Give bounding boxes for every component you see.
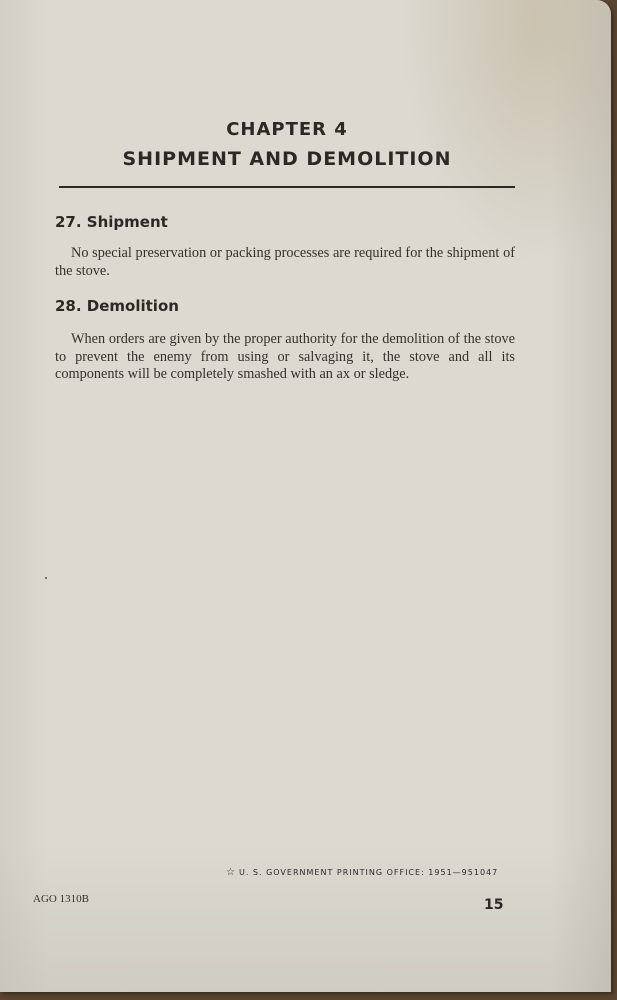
page-number: 15 [484, 897, 504, 913]
title-divider [59, 186, 515, 188]
section-body-demolition: When orders are given by the proper authority for the demolition of the stove to prevent the enemy from using or salvaging it, the stove and all its components will be completely smashed with an ax or sledge. [55, 331, 515, 382]
chapter-number: CHAPTER 4 [226, 119, 348, 140]
section-heading-shipment: 27. Shipment [55, 213, 168, 231]
printing-office-line [226, 867, 498, 878]
chapter-title: SHIPMENT AND DEMOLITION [122, 148, 452, 170]
section-body-shipment: No special preservation or packing processes are required for the shipment of the stove. [55, 245, 515, 279]
star-icon: ☆ [226, 867, 236, 878]
section-heading-demolition: 28. Demolition [55, 297, 179, 315]
ago-code: AGO 1310B [33, 893, 89, 905]
paper-speck [45, 577, 47, 579]
printing-office-text: U. S. GOVERNMENT PRINTING OFFICE: 1951—951047 [238, 868, 499, 877]
